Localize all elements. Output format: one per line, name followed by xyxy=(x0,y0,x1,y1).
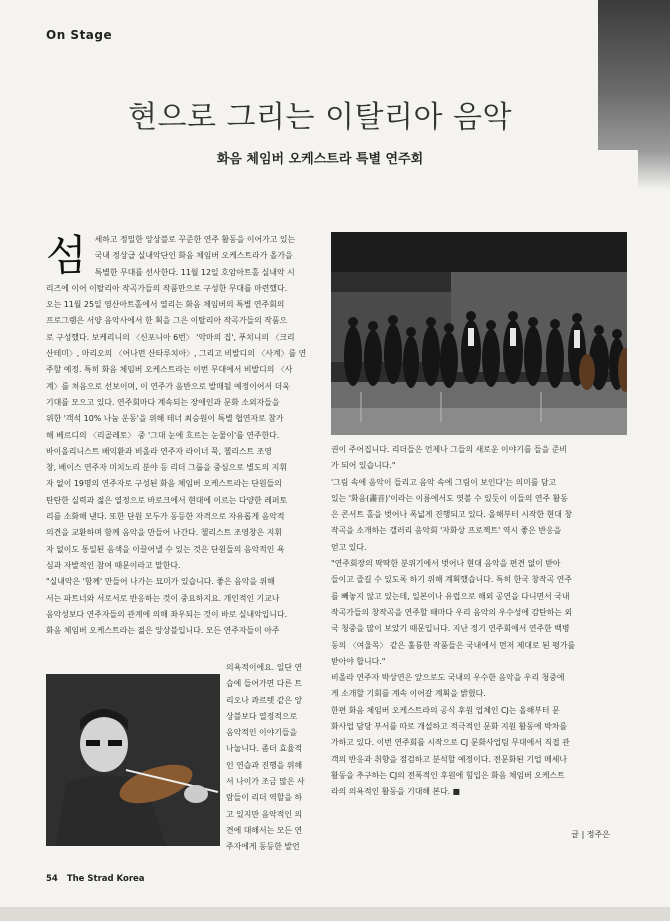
body-line: 객의 반응과 취향을 점검하고 분석할 예정이다. 전문화된 기업 메세나 xyxy=(331,754,568,764)
body-line: 가 되어 있습니다." xyxy=(331,461,396,471)
body-line: "연주회장의 딱딱한 분위기에서 벗어나 현대 음악을 편견 없이 받아 xyxy=(331,559,561,569)
body-line: 라의 의욕적인 활동을 기대해 본다. ■ xyxy=(331,787,461,797)
article-subtitle: 화음 체임버 오케스트라 특별 연주회 xyxy=(216,152,424,167)
body-line: 국내 정상급 실내악단인 화음 체임버 오케스트라가 올가을 xyxy=(94,251,293,261)
body-line: 자 없이 19명의 연주자로 구성된 화음 체임버 오케스트라는 단원들의 xyxy=(46,479,282,489)
magazine-name: The Strad Korea xyxy=(66,874,145,884)
body-line: 있는 '화음(畵音)'이라는 이름에서도 엿볼 수 있듯이 이들의 연주 활동 xyxy=(331,493,568,503)
body-line: 탄탄한 실력과 젊은 열정으로 바로크에서 현대에 이르는 다양한 레퍼토 xyxy=(46,495,288,505)
body-line: 가하고 있다. 이번 연주회를 시작으로 CJ 문화사업팀 무대에서 직접 관 xyxy=(331,738,570,748)
body-line: 로 구성했다. 보케리니의 〈신포니아 6번〉 '악마의 집', 푸치니의 〈크리 xyxy=(46,332,295,342)
body-line: 화음 체임버 오케스트라는 젊은 앙상블입니다. 모든 연주자들이 아주 xyxy=(46,626,280,636)
body-line: 얻고 있다. xyxy=(331,542,367,552)
scan-bottom-edge xyxy=(0,907,670,921)
body-line: 작곡가들의 창작곡을 연주할 때마다 우리 음악의 우수성에 감탄하는 외 xyxy=(331,607,573,617)
article-title: 현으로 그리는 이탈리아 음악 xyxy=(128,100,512,135)
body-line: 계〉를 처음으로 선보이며, 이 연주가 음반으로 발매될 예정이어서 더욱 xyxy=(46,381,290,391)
body-line: 서는 파트너와 서로서로 반응하는 것이 중요하지요. 개인적인 기교나 xyxy=(46,593,280,603)
body-line: 기대를 모으고 있다. 연주회마다 계속되는 장애인과 문화 소외자들을 xyxy=(46,397,280,407)
body-line: 권이 주어집니다. 리더들은 언제나 그들의 새로운 이야기를 들을 준비 xyxy=(331,445,568,454)
body-line: 활동을 추구하는 CJ의 전폭적인 후원에 힘입은 화음 체임버 오케스트 xyxy=(331,770,565,780)
body-line: 서 나이가 조금 많은 사 xyxy=(226,777,305,787)
body-line: 은 콘서트 홀을 벗어나 폭넓게 진행되고 있다. 올해부터 시작한 현대 창 xyxy=(331,510,573,520)
body-line: 국 청중을 많이 보았기 때문입니다. 지난 정기 연주회에서 연주한 백병 xyxy=(331,624,570,634)
body-line: 음악성보다 연주자들의 관계에 의해 좌우되는 것이 바로 실내악입니다. xyxy=(46,609,288,619)
body-line: 심과 자발적인 참여 때문이라고 말한다. xyxy=(46,560,181,570)
violinist-photo xyxy=(46,674,220,846)
body-line: 리즈에 이어 이탈리아 작곡가들의 작품만으로 구성한 무대를 마련했다. xyxy=(46,283,288,293)
body-line: 바이올리니스트 배익환과 비올라 연주자 라이너 묵, 첼리스트 조영 xyxy=(46,446,272,456)
body-line: 자 없이도 통일된 음색을 이끌어낼 수 있는 것은 단원들의 음악적인 욕 xyxy=(46,544,285,554)
body-line: 작곡을 소개하는 갤러리 음악회 '자화상 프로젝트' 역시 좋은 반응을 xyxy=(331,526,562,536)
body-line: 고 있지만 음악적인 의 xyxy=(226,809,303,819)
body-line: 리를 소화해 낸다. 또한 단원 모두가 동등한 자격으로 자유롭게 음악적 xyxy=(46,512,285,522)
scan-shadow-fade xyxy=(638,150,670,190)
body-line: 를 빼놓지 않고 있는데, 일본이나 유럽으로 해외 공연을 다니면서 국내 xyxy=(331,591,570,601)
body-line: 창, 베이스 연주자 미치노리 분야 등 리더 그룹을 중심으로 별도의 지휘 xyxy=(46,463,288,473)
body-line: 화사업 담당 부서를 따로 개설하고 적극적인 문화 지원 활동에 박차를 xyxy=(331,722,568,732)
section-label: On Stage xyxy=(46,28,113,42)
body-line: 한편 화음 체임버 오케스트라의 공식 후원 업체인 CJ는 올해부터 문 xyxy=(331,705,560,715)
body-line: 프로그램은 서양 음악사에서 한 획을 그은 이탈리아 작곡가들의 작품으 xyxy=(46,316,288,326)
violinist-photo-image xyxy=(46,674,220,846)
body-line: 견에 대해서는 모든 연 xyxy=(226,825,303,835)
body-line: "실내악은 '함께' 만들어 나가는 묘미가 있습니다. 좋은 음악을 위해 xyxy=(46,577,275,587)
left-column xyxy=(46,232,322,639)
body-line: 나눕니다. 좀더 효율적 xyxy=(226,744,303,754)
body-line: 리오나 콰르텟 같은 앙 xyxy=(226,695,303,705)
orchestra-photo xyxy=(331,232,627,435)
body-line: 주할 예정. 특히 화음 체임버 오케스트라는 이번 무대에서 비발디의 〈사 xyxy=(46,365,293,375)
body-line: 인 연습과 진행을 위해 xyxy=(226,760,303,770)
body-line: 음악적인 이야기들을 xyxy=(226,728,298,738)
body-line: 들이고 즐길 수 있도록 하기 위해 계획했습니다. 특히 한국 창작곡 연주 xyxy=(331,575,573,585)
body-line: '그림 속에 음악이 들리고 음악 속에 그림이 보인다'는 의미를 담고 xyxy=(331,477,557,487)
body-line: 오는 11월 25일 영산아트홀에서 열리는 화음 체임버의 특별 연주회의 xyxy=(46,300,285,310)
narrow-column xyxy=(226,660,322,856)
body-line: 게 소개할 기회를 계속 이어갈 계획을 밝혔다. xyxy=(331,689,486,699)
body-line: 받아야 합니다." xyxy=(331,656,386,666)
body-line: 위한 '객석 10% 나눔 운동'을 위해 테너 최승원이 특별 협연자로 참가 xyxy=(46,414,284,424)
body-line: 산테미〉, 마리오의 〈어나먼 산타루치아〉, 그리고 비발디의 〈사계〉를 연 xyxy=(46,349,307,359)
body-line: 주자에게 동등한 발언 xyxy=(226,842,300,852)
body-line: 의욕적이에요. 일단 연 xyxy=(226,663,303,672)
right-column xyxy=(331,442,627,801)
body-line: 습에 들어가면 다른 트 xyxy=(226,679,303,689)
body-line: 세하고 정밀한 앙상블로 꾸준한 연주 활동을 이어가고 있는 xyxy=(94,235,296,244)
body-line: 비올라 연주자 박상연은 앞으로도 국내의 우수한 음악을 우리 청중에 xyxy=(331,673,565,683)
author-credit: 글 | 정주은 xyxy=(571,830,610,839)
drop-cap: 섬 xyxy=(46,231,87,280)
body-line: 특별한 무대를 선사한다. 11월 12일 호암아트홀 실내악 시 xyxy=(94,267,295,277)
page-number: 54 xyxy=(46,874,58,884)
page-footer xyxy=(46,874,145,884)
body-line: 람들이 리더 역할을 하 xyxy=(226,793,303,803)
body-line: 해 베르디의 〈리골레토〉 중 '그대 눈에 흐르는 눈물이'를 연주한다. xyxy=(46,430,280,440)
body-line: 동의 〈여울목〉 같은 훌륭한 작품들은 국내에서 먼저 제대로 된 평가를 xyxy=(331,640,576,650)
body-line: 상블보다 열정적으로 xyxy=(226,711,298,721)
orchestra-photo-image xyxy=(331,232,627,435)
body-line: 의견을 교환하며 함께 음악을 만들어 나간다. 첼리스트 조영창은 지휘 xyxy=(46,528,283,538)
